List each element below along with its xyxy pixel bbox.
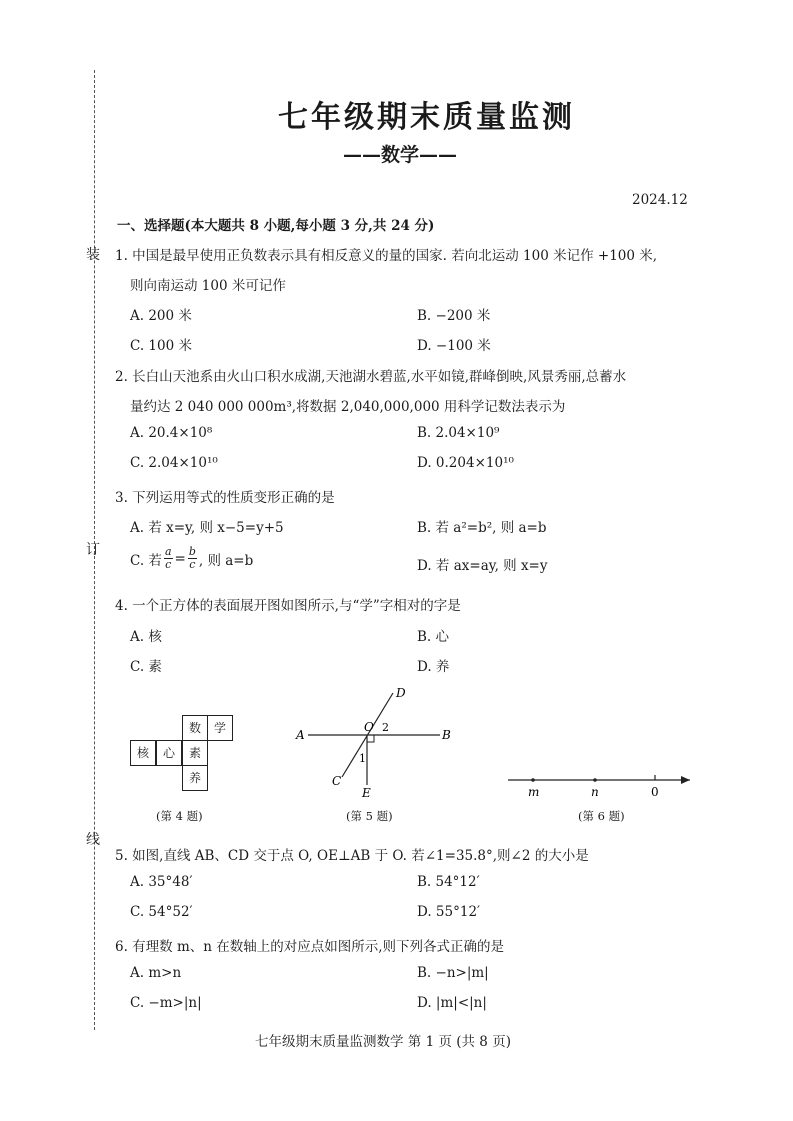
figure-5-diagram [290, 685, 460, 800]
q3-c-frac2-num: b [188, 545, 196, 558]
q3-option-a: A. 若 x=y, 则 x−5=y+5 [130, 520, 284, 536]
q5-option-c: C. 54°52′ [130, 904, 193, 920]
q3-option-d: D. 若 ax=ay, 则 x=y [417, 558, 548, 574]
net-cell-xin: 心 [156, 740, 182, 766]
q6-option-d: D. |m|<|n| [417, 995, 487, 1011]
point-label-e: E [362, 786, 371, 800]
point-label-c: C [332, 774, 342, 788]
axis-arrow-icon [681, 776, 690, 784]
gutter-char-ding: 订 [86, 542, 100, 558]
q1-option-b: B. −200 米 [417, 308, 491, 324]
q3-option-b: B. 若 a²=b², 则 a=b [417, 520, 547, 536]
page-footer: 七年级期末质量监测数学 第 1 页 (共 8 页) [255, 1034, 511, 1050]
q6-option-c: C. −m>|n| [130, 995, 202, 1011]
q3-stem: 3. 下列运用等式的性质变形正确的是 [115, 490, 335, 506]
q1-option-c: C. 100 米 [130, 338, 192, 354]
q3-c-suffix: , 则 a=b [198, 552, 254, 569]
q2-option-a: A. 20.4×10⁸ [130, 425, 213, 441]
q6-option-b: B. −n>|m| [417, 965, 489, 981]
q5-option-b: B. 54°12′ [417, 874, 480, 890]
point-label-b: B [442, 728, 451, 742]
q3-c-frac1-den: c [165, 558, 172, 571]
q2-option-b: B. 2.04×10⁹ [417, 425, 500, 441]
q3-c-fraction-1 [164, 546, 173, 571]
point-n [593, 778, 597, 782]
net-cell-xue: 学 [207, 715, 233, 741]
q2-stem-line1: 2. 长白山天池系由火山口积水成湖,天池湖水碧蓝,水平如镜,群峰倒映,风景秀丽,总蓄水 [115, 369, 627, 385]
net-cell-su: 素 [182, 740, 208, 766]
q1-option-a: A. 200 米 [130, 308, 192, 324]
q6-stem: 6. 有理数 m、n 在数轴上的对应点如图所示,则下列各式正确的是 [115, 939, 505, 955]
right-angle-mark [367, 735, 374, 742]
net-cell-yang: 养 [182, 765, 208, 791]
angle-1-label: 1 [359, 752, 366, 765]
exam-date: 2024.12 [632, 192, 688, 208]
point-label-d: D [396, 686, 406, 700]
q3-c-fraction-2 [188, 546, 197, 571]
q1-stem-line2: 则向南运动 100 米可记作 [130, 278, 286, 294]
q3-c-frac1-num: a [164, 545, 172, 558]
q4-stem: 4. 一个正方体的表面展开图如图所示,与“学”字相对的字是 [115, 598, 461, 614]
page-title: 七年级期末质量监测 [278, 100, 575, 135]
q3-c-equals: = [174, 550, 186, 567]
q4-option-d: D. 养 [417, 659, 450, 675]
figure-5-caption: (第 5 题) [346, 809, 393, 823]
gutter-char-xian: 线 [86, 832, 100, 848]
point-label-a: A [296, 728, 305, 742]
angle-2-label: 2 [382, 721, 389, 734]
q2-option-c: C. 2.04×10¹⁰ [130, 455, 218, 471]
q3-option-c [130, 546, 253, 571]
gutter-char-zhuang: 装 [86, 247, 100, 263]
q4-option-a: A. 核 [130, 629, 162, 645]
figure-6-caption: (第 6 题) [578, 809, 625, 823]
q5-option-a: A. 35°48′ [130, 874, 193, 890]
q5-option-d: D. 55°12′ [417, 904, 481, 920]
page-subtitle: ——数学—— [343, 144, 458, 166]
q3-c-prefix: C. 若 [130, 552, 162, 569]
q4-option-c: C. 素 [130, 659, 162, 675]
net-cell-he: 核 [130, 740, 156, 766]
label-zero: 0 [651, 785, 659, 798]
net-cell-shu: 数 [182, 715, 208, 741]
q1-stem-line1: 1. 中国是最早使用正负数表示具有相反意义的量的国家. 若向北运动 100 米记作 +100 米, [115, 248, 658, 264]
point-label-o: O [364, 720, 374, 734]
label-m: m [528, 785, 540, 798]
q6-option-a: A. m>n [130, 965, 182, 981]
q5-stem: 5. 如图,直线 AB、CD 交于点 O, OE⊥AB 于 O. 若∠1=35.8°,则∠2 的大小是 [115, 848, 589, 864]
label-n: n [591, 785, 599, 798]
q3-c-frac2-den: c [189, 558, 196, 571]
q2-stem-line2: 量约达 2 040 000 000m³,将数据 2,040,000,000 用科学记数法表示为 [130, 399, 566, 415]
point-m [531, 778, 535, 782]
q2-option-d: D. 0.204×10¹⁰ [417, 455, 514, 471]
q1-option-d: D. −100 米 [417, 338, 491, 354]
figure-6-number-line [500, 766, 700, 798]
figure-4-caption: (第 4 题) [156, 809, 203, 823]
section-heading: 一、选择题(本大题共 8 小题,每小题 3 分,共 24 分) [117, 218, 435, 234]
q4-option-b: B. 心 [417, 629, 450, 645]
